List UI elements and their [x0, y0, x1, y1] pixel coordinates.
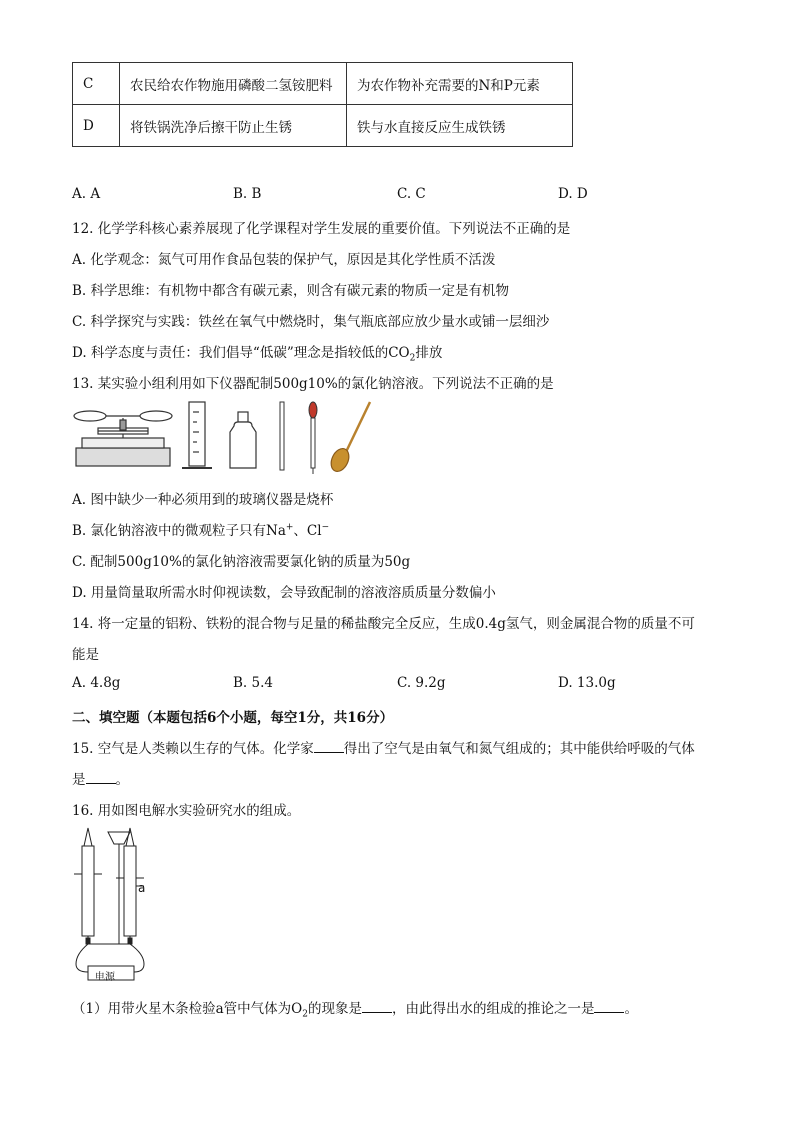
table-row: [73, 63, 573, 105]
answer-blank[interactable]: [314, 740, 344, 753]
lab-instruments-figure: [68, 398, 388, 476]
q13-option-b-mid: 、Cl: [293, 523, 322, 539]
q11-option-a: A. A: [72, 186, 101, 202]
q12-option-d-tail: 排放: [415, 345, 443, 361]
options-table: [72, 62, 573, 147]
q12-option-d: [72, 341, 442, 364]
q11-option-c: C. C: [397, 186, 426, 202]
q14-option-b: B. 5.4: [233, 675, 273, 691]
electrolysis-apparatus-figure: [68, 826, 168, 986]
q13-option-b-text: B. 氯化钠溶液中的微观粒子只有Na: [72, 523, 286, 539]
q16-text-tail: 。: [624, 1001, 638, 1017]
q14-stem-line2: 能是: [72, 647, 99, 663]
superscript: +: [285, 522, 294, 533]
q11-option-b: B. B: [233, 186, 262, 202]
q16-text-mid2: ，由此得出水的组成的推论之一是: [391, 1001, 595, 1017]
answer-blank[interactable]: [86, 771, 116, 784]
section-title: 二、填空题（本题包括6个小题，每空1分，共16分）: [72, 710, 394, 726]
q15-text: 15. 空气是人类赖以生存的气体。化学家: [72, 741, 314, 757]
reagent-bottle-icon: [230, 412, 256, 468]
subscript: 2: [302, 1009, 308, 1020]
q15-text: 是: [72, 772, 86, 788]
power-source-label: 电源: [95, 972, 115, 983]
q13-option-c: C. 配制500g10%的氯化钠溶液需要氯化钠的质量为50g: [72, 554, 411, 570]
row-reason: 为农作物补充需要的N和P元素: [347, 63, 573, 105]
q15-text-tail: 得出了空气是由氧气和氮气组成的；其中能供给呼吸的气体: [343, 741, 695, 757]
q13-option-d: D. 用量筒量取所需水时仰视读数，会导致配制的溶液溶质质量分数偏小: [72, 585, 496, 601]
graduated-cylinder-icon: [182, 402, 212, 468]
table-row: [73, 105, 573, 147]
q15-line2: [72, 768, 129, 788]
q15-line1: [72, 737, 695, 757]
row-reason: 铁与水直接反应生成铁锈: [347, 105, 573, 147]
q15-text-tail: 。: [115, 772, 129, 788]
q14-stem-line1: 14. 将一定量的铝粉、铁粉的混合物与足量的稀盐酸完全反应，生成0.4g氢气，则金属混合物的质量不可: [72, 616, 695, 632]
row-practice: 农民给农作物施用磷酸二氢铵肥料: [120, 63, 347, 105]
q13-stem: 13. 某实验小组利用如下仪器配制500g10%的氯化钠溶液。下列说法不正确的是: [72, 376, 554, 392]
row-practice: 将铁锅洗净后擦干防止生锈: [120, 105, 347, 147]
q12-option-d-text: D. 科学态度与责任：我们倡导“低碳”理念是指较低的CO: [72, 345, 410, 361]
answer-blank[interactable]: [594, 1000, 624, 1013]
answer-blank[interactable]: [362, 1000, 392, 1013]
glass-rod-icon: [280, 402, 284, 470]
q12-option-c: C. 科学探究与实践：铁丝在氧气中燃烧时，集气瓶底部应放少量水或铺一层细沙: [72, 314, 550, 330]
superscript: −: [321, 522, 330, 533]
q16-subquestion-1: [72, 997, 638, 1020]
tube-a-label: a: [138, 881, 146, 895]
q12-stem: 12. 化学学科核心素养展现了化学课程对学生发展的重要价值。下列说法不正确的是: [72, 221, 571, 237]
q13-option-a: A. 图中缺少一种必须用到的玻璃仪器是烧杯: [72, 492, 334, 508]
q14-option-d: D. 13.0g: [558, 675, 616, 691]
dropper-icon: [309, 402, 317, 474]
q16-text: （1）用带火星木条检验a管中气体为O: [72, 1001, 303, 1017]
q16-stem: 16. 用如图电解水实验研究水的组成。: [72, 803, 301, 819]
q13-option-b: [72, 519, 329, 539]
q14-option-c: C. 9.2g: [397, 675, 446, 691]
subscript: 2: [409, 353, 416, 364]
spoon-icon: [328, 402, 370, 474]
q14-option-a: A. 4.8g: [72, 675, 121, 691]
row-letter: C: [73, 63, 120, 105]
balance-icon: [74, 411, 172, 466]
q12-option-a: A. 化学观念：氮气可用作食品包装的保护气，原因是其化学性质不活泼: [72, 252, 496, 268]
q12-option-b: B. 科学思维：有机物中都含有碳元素，则含有碳元素的物质一定是有机物: [72, 283, 510, 299]
q11-option-d: D. D: [558, 186, 588, 202]
q16-text-mid: 的现象是: [307, 1001, 362, 1017]
row-letter: D: [73, 105, 120, 147]
